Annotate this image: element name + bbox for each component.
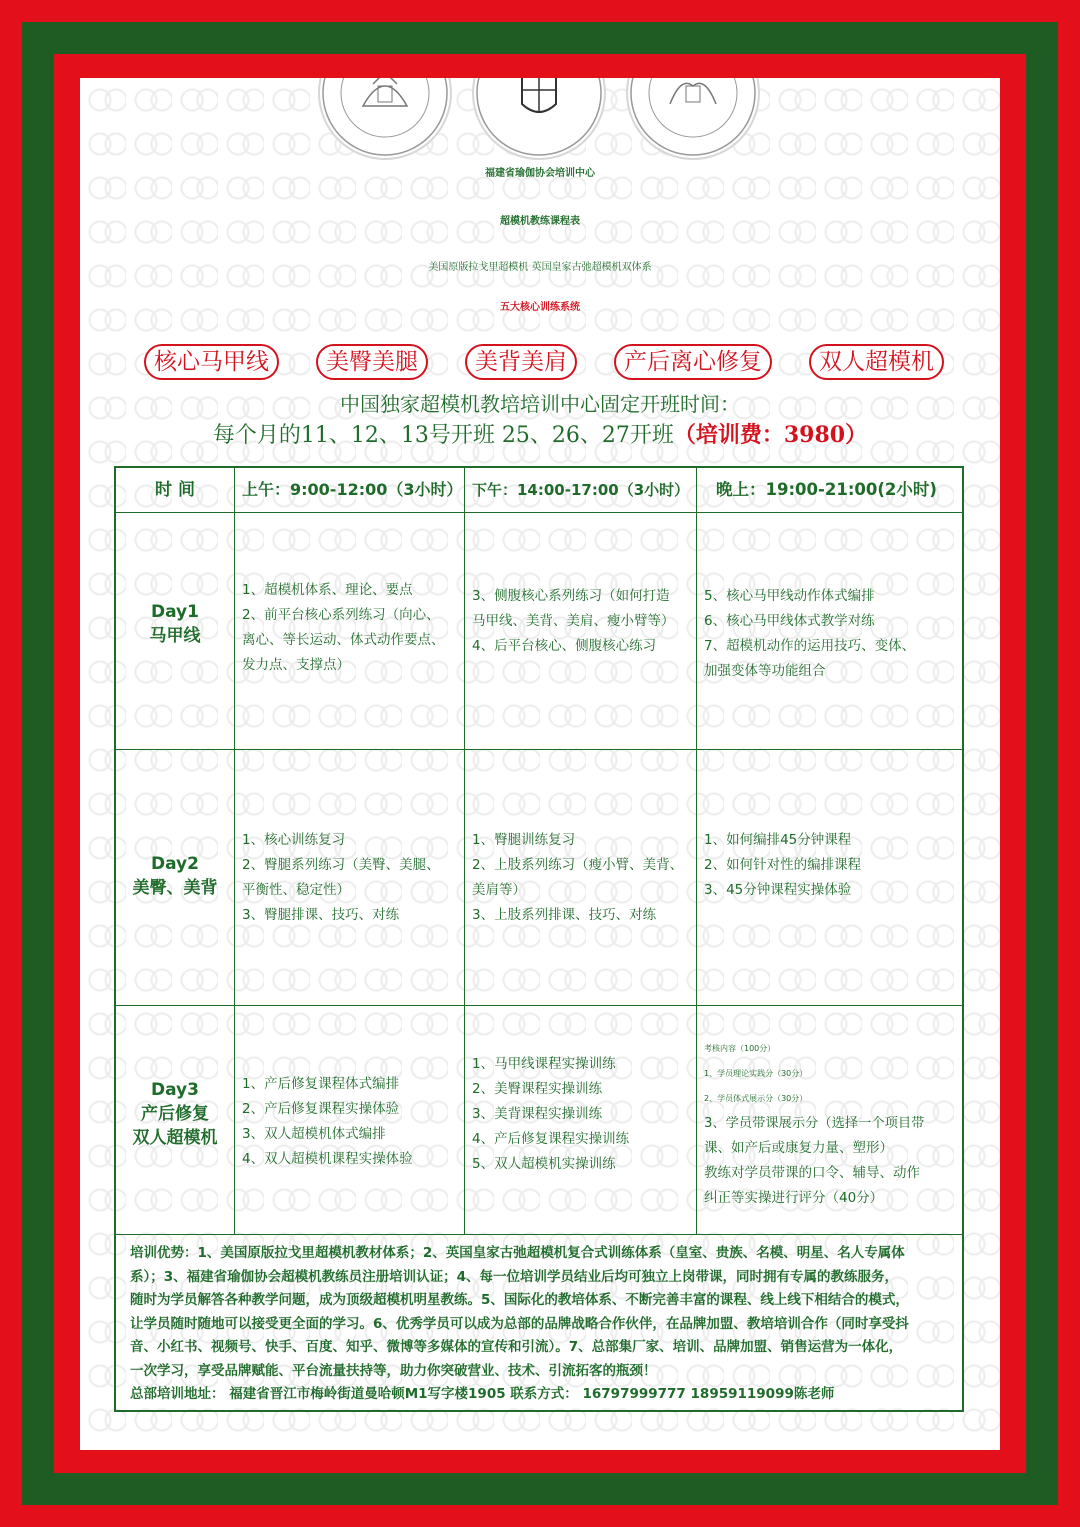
row-divider	[116, 749, 962, 750]
col-divider	[234, 468, 235, 1234]
list-item: 3、臀腿排课、技巧、对练	[242, 907, 400, 923]
list-item: 1、学员理论实践分（30分）	[704, 1069, 808, 1078]
day1-label	[116, 600, 234, 648]
list-item: 发力点、支撑点）	[242, 657, 350, 673]
list-item: 4、产后修复课程实操训练	[472, 1131, 630, 1147]
header-time: 时 间	[155, 480, 195, 500]
list-item: 美肩等）	[472, 882, 526, 898]
list-item: 3、侧腹核心系列练习（如何打造	[472, 588, 670, 604]
core-system-pills	[144, 344, 944, 380]
day3-morning	[242, 1072, 413, 1172]
schedule-dates-text: 每个月的11、12、13号开班 25、26、27开班	[212, 423, 674, 448]
day3-topic2: 双人超模机	[132, 1128, 218, 1148]
list-item: 2、上肢系列练习（瘦小臂、美背、	[472, 857, 684, 873]
list-item: 1、产后修复课程体式编排	[242, 1076, 400, 1092]
day1-evening	[704, 584, 915, 684]
day2-afternoon	[472, 828, 683, 928]
list-item: 离心、等长运动、体式动作要点、	[242, 632, 445, 648]
list-item: 2、学员体式展示分（30分）	[704, 1094, 808, 1103]
advantages-line: 随时为学员解答各种教学问题，成为顶级超模机明星教练。5、国际化的教培体系、不断完善丰富的课程、线上线下相结合的模式，	[130, 1292, 909, 1308]
huddersfield-seal	[472, 78, 606, 160]
day2-day: Day2	[151, 854, 199, 874]
list-item: 2、美臀课程实操训练	[472, 1081, 603, 1097]
list-item: 4、后平台核心、侧腹核心练习	[472, 638, 657, 654]
schedule-intro: 中国独家超模机教培培训中心固定开班时间：	[340, 392, 740, 416]
list-item: 3、美背课程实操训练	[472, 1106, 603, 1122]
row-divider	[116, 1005, 962, 1006]
day1-day: Day1	[151, 602, 199, 622]
day2-morning	[242, 828, 440, 928]
training-advantages	[130, 1242, 950, 1407]
training-fee: （培训费：3980）	[673, 422, 868, 448]
pill-postpartum: 产后离心修复	[614, 344, 772, 380]
list-item: 加强变体等功能组合	[704, 663, 826, 679]
day2-label	[116, 852, 234, 900]
day3-evening	[704, 1036, 924, 1211]
list-item: 2、如何针对性的编排课程	[704, 857, 862, 873]
brand-seal-left	[318, 78, 452, 160]
list-item: 2、臀腿系列练习（美臀、美腿、	[242, 857, 440, 873]
schedule-dates	[80, 418, 1000, 449]
course-title: 超模机教练课程表	[500, 216, 580, 227]
day1-afternoon	[472, 584, 675, 659]
advantages-line: 系）；3、福建省瑜伽协会超模机教练员注册培训认证；4、每一位培训学员结业后均可独立上岗带课，同时拥有专属的教练服务，	[130, 1268, 899, 1285]
list-item: 6、核心马甲线体式教学对练	[704, 613, 875, 629]
list-item: 1、如何编排45分钟课程	[704, 832, 852, 848]
list-item: 3、双人超模机体式编排	[242, 1126, 386, 1142]
list-item: 3、45分钟课程实操体验	[704, 882, 852, 898]
pill-core: 核心马甲线	[144, 344, 279, 380]
course-table	[114, 466, 964, 1412]
pill-double: 双人超模机	[809, 344, 944, 380]
header-morning: 上午：9:00-12:00（3小时）	[242, 480, 463, 499]
list-item: 纠正等实操进行评分（40分）	[704, 1190, 884, 1206]
headquarters-address: 总部培训地址： 福建省晋江市梅岭街道曼哈顿M1写字楼1905 联系方式： 16797999777 18959119099陈老师	[130, 1386, 835, 1402]
row-divider	[116, 1234, 962, 1235]
row-divider	[116, 512, 962, 513]
advantages-line: 一次学习，享受品牌赋能、平台流量扶持等，助力你突破营业、技术、引流拓客的瓶颈！	[130, 1362, 657, 1379]
list-item: 课、如产后或康复力量、塑形）	[704, 1140, 893, 1156]
pill-hip-leg: 美臀美腿	[316, 344, 428, 380]
day1-topic: 马甲线	[149, 626, 201, 646]
core-system-title: 五大核心训练系统	[500, 302, 580, 313]
list-item: 3、学员带课展示分（选择一个项目带	[704, 1116, 925, 1131]
list-item: 马甲线、美背、美肩、瘦小臂等）	[472, 613, 675, 629]
list-item: 教练对学员带课的口令、辅导、动作	[704, 1165, 920, 1181]
list-item: 平衡性、稳定性）	[242, 882, 350, 898]
list-item: 5、核心马甲线动作体式编排	[704, 588, 875, 604]
subtitle: 美国原版拉戈里超模机 英国皇家古弛超模机双体系	[428, 262, 652, 273]
day3-label	[116, 1078, 234, 1150]
day2-evening	[704, 828, 861, 903]
brand-seal-right	[626, 78, 760, 160]
day3-topic: 产后修复	[141, 1104, 209, 1124]
advantages-line: 让学员随时随地可以接受更全面的学习。6、优秀学员可以成为总部的品牌战略合作伙伴，在品牌加盟、教培培训合作（同时享受抖	[130, 1315, 909, 1332]
list-item: 2、产后修复课程实操体验	[242, 1101, 400, 1117]
list-item: 1、核心训练复习	[242, 832, 346, 848]
list-item: 4、双人超模机课程实操体验	[242, 1151, 413, 1167]
list-item: 2、前平台核心系列练习（向心、	[242, 607, 440, 623]
page-title: 福建省瑜伽协会培训中心	[485, 168, 595, 179]
day3-day: Day3	[151, 1080, 199, 1100]
list-item: 1、马甲线课程实操训练	[472, 1056, 616, 1072]
advantages-line: 培训优势：1、美国原版拉戈里超模机教材体系；2、英国皇家古弛超模机复合式训练体系（皇室、贵族、名模、明星、名人专属体	[130, 1245, 905, 1261]
col-divider	[464, 468, 465, 1234]
header-evening: 晚上：19:00-21:00(2小时)	[716, 480, 937, 499]
list-item: 3、上肢系列排课、技巧、对练	[472, 907, 657, 923]
list-item: 1、臀腿训练复习	[472, 832, 576, 848]
advantages-line: 音、小红书、视频号、快手、百度、知乎、微博等多媒体的宣传和引流）。7、总部集厂家、培训、品牌加盟、销售运营为一体化，	[130, 1339, 903, 1355]
day2-topic: 美臀、美背	[132, 878, 218, 898]
list-item: 5、双人超模机实操训练	[472, 1156, 616, 1172]
poster-paper	[80, 78, 1000, 1450]
list-item: 考核内容（100分）	[704, 1044, 776, 1053]
list-item: 7、超模机动作的运用技巧、变体、	[704, 638, 916, 654]
day3-afternoon	[472, 1052, 629, 1177]
header-afternoon: 下午：14:00-17:00（3小时）	[472, 481, 690, 499]
list-item: 1、超模机体系、理论、要点	[242, 582, 413, 598]
col-divider	[696, 468, 697, 1234]
day1-morning	[242, 578, 445, 678]
pill-back-shoulder: 美背美肩	[465, 344, 577, 380]
